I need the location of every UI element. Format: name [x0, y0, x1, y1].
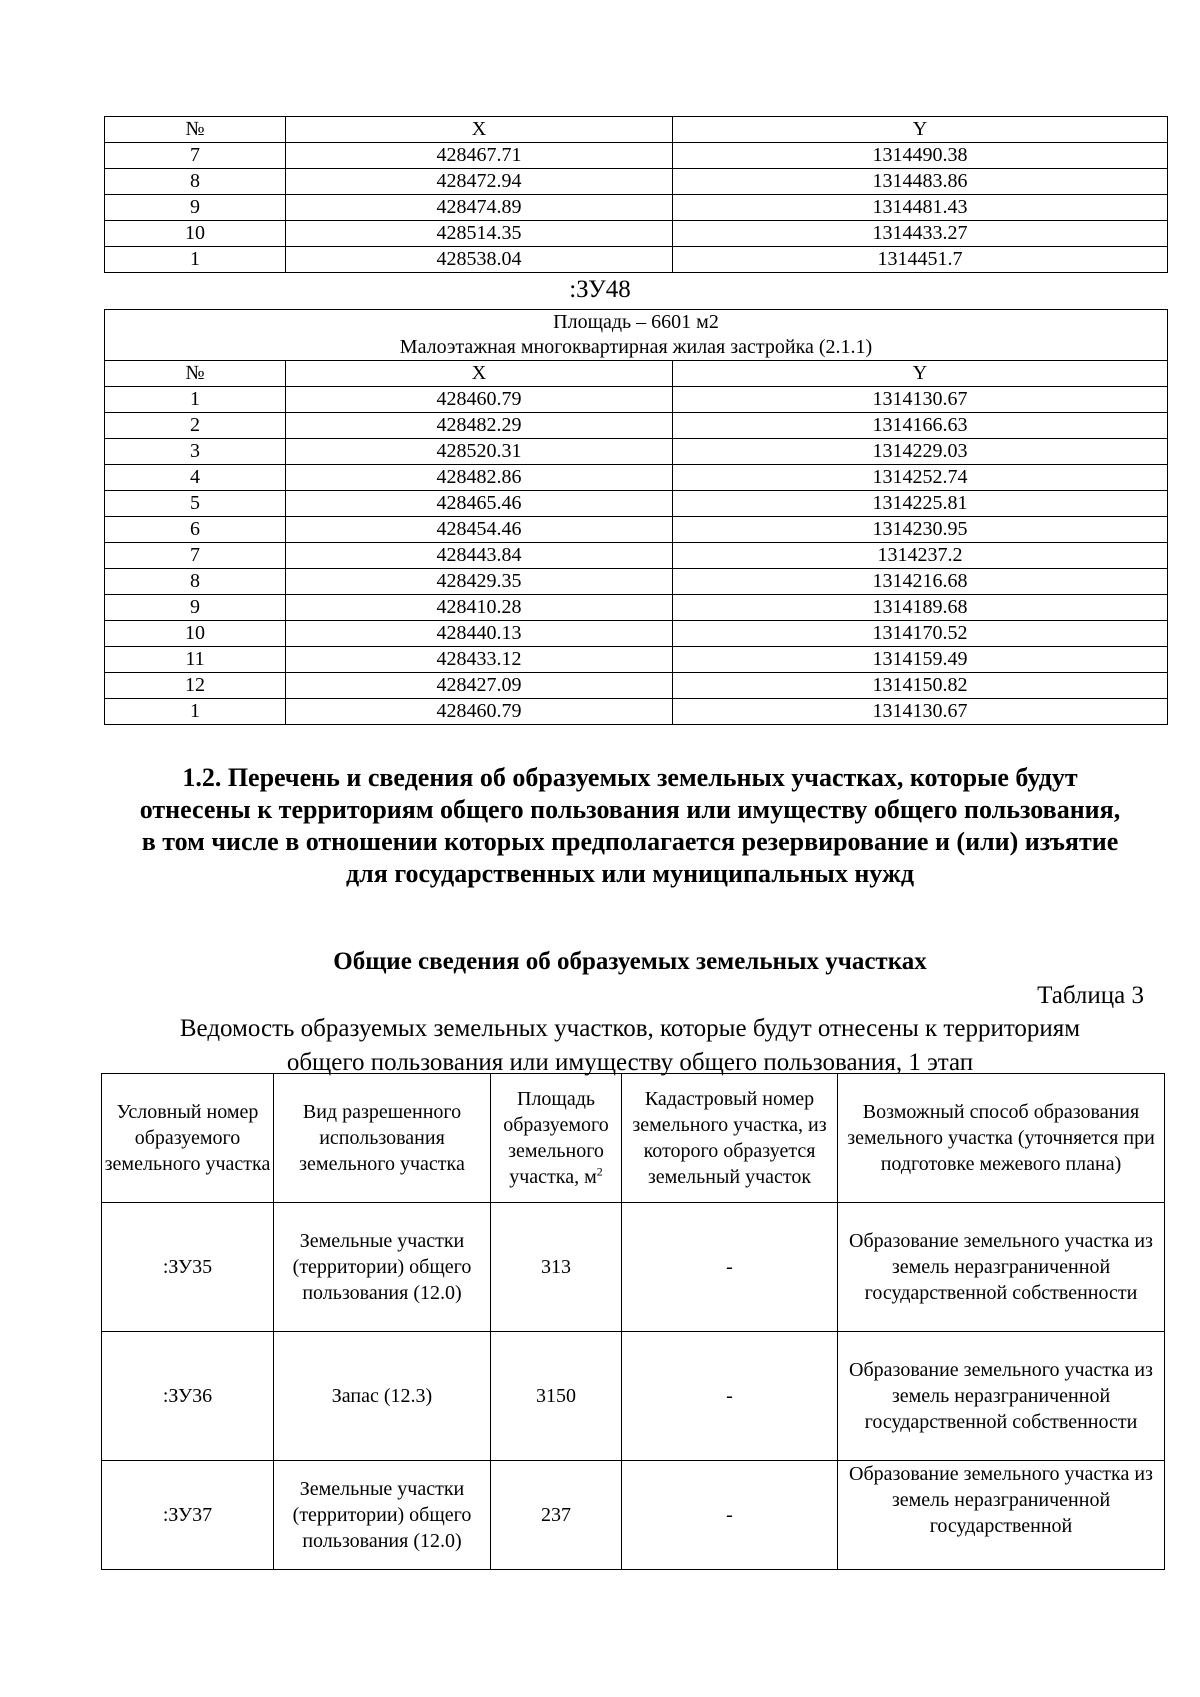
y-value: 1314230.95	[673, 517, 1168, 543]
point-number: 8	[105, 169, 286, 195]
x-value: 428440.13	[286, 621, 673, 647]
parcel-number: :ЗУ37	[102, 1461, 274, 1570]
table-row	[105, 621, 1168, 647]
table-header-row	[102, 1074, 1165, 1203]
point-number: 12	[105, 673, 286, 699]
col-header-y: Y	[673, 117, 1168, 143]
y-value: 1314130.67	[673, 387, 1168, 413]
table-row	[105, 595, 1168, 621]
y-value: 1314170.52	[673, 621, 1168, 647]
x-value: 428443.84	[286, 543, 673, 569]
col-header-formation-method: Возможный способ образования земельного участка (уточняется при подготовке межевого плана)	[838, 1074, 1165, 1203]
table-row	[105, 647, 1168, 673]
col-header-parcel-number: Условный номер образуемого земельного участка	[102, 1074, 274, 1203]
col-header-y: Y	[673, 361, 1168, 387]
table-row	[105, 143, 1168, 169]
table-row	[105, 413, 1168, 439]
table-caption: Ведомость образуемых земельных участков, которые будут отнесены к территориям общего пользования или имуществу общего пользования, 1 этап	[179, 1015, 1081, 1076]
x-value: 428482.29	[286, 413, 673, 439]
table-row	[105, 221, 1168, 247]
col-header-cadastral-number: Кадастровый номер земельного участка, из которого образуется земельный участок	[622, 1074, 838, 1203]
parcel-area: 237	[491, 1461, 622, 1570]
parcel-number: :ЗУ36	[102, 1332, 274, 1461]
point-number: 9	[105, 195, 286, 221]
parcel-permitted-use: Малоэтажная многоквартирная жилая застройка (2.1.1)	[105, 335, 1168, 361]
table-row	[105, 543, 1168, 569]
col-header-x: X	[286, 361, 673, 387]
y-value: 1314159.49	[673, 647, 1168, 673]
x-value: 428538.04	[286, 247, 673, 273]
y-value: 1314483.86	[673, 169, 1168, 195]
y-value: 1314433.27	[673, 221, 1168, 247]
y-value: 1314225.81	[673, 491, 1168, 517]
x-value: 428429.35	[286, 569, 673, 595]
point-number: 7	[105, 543, 286, 569]
point-number: 5	[105, 491, 286, 517]
table-row	[105, 569, 1168, 595]
parcel-area: 3150	[491, 1332, 622, 1461]
cadastral-number: -	[622, 1332, 838, 1461]
col-header-area-text: Площадь образуемого земельного участка, м	[503, 1088, 609, 1188]
table-number-label: Таблица 3	[1037, 982, 1144, 1009]
parcel-use-row	[105, 335, 1168, 361]
point-number: 3	[105, 439, 286, 465]
x-value: 428472.94	[286, 169, 673, 195]
x-value: 428460.79	[286, 699, 673, 725]
y-value: 1314130.67	[673, 699, 1168, 725]
permitted-use: Земельные участки (территории) общего пользования (12.0)	[274, 1461, 491, 1570]
table-row	[102, 1203, 1165, 1332]
permitted-use: Запас (12.3)	[274, 1332, 491, 1461]
parcel-number: :ЗУ35	[102, 1203, 274, 1332]
formation-method: Образование земельного участка из земель неразграниченной государственной собственности	[838, 1203, 1165, 1332]
table-row	[105, 699, 1168, 725]
formation-method: Образование земельного участка из земель неразграниченной государственной	[838, 1461, 1165, 1570]
parcel-area-row	[105, 310, 1168, 336]
area-unit-superscript: 2	[596, 1164, 603, 1179]
y-value: 1314189.68	[673, 595, 1168, 621]
subheading: Общие сведения об образуемых земельных участках	[333, 948, 927, 975]
table-header-row	[105, 361, 1168, 387]
coordinates-table-continued	[104, 116, 1168, 273]
x-value: 428433.12	[286, 647, 673, 673]
y-value: 1314252.74	[673, 465, 1168, 491]
y-value: 1314166.63	[673, 413, 1168, 439]
table-row	[102, 1332, 1165, 1461]
table-row	[105, 195, 1168, 221]
x-value: 428467.71	[286, 143, 673, 169]
cadastral-number: -	[622, 1461, 838, 1570]
permitted-use: Земельные участки (территории) общего пользования (12.0)	[274, 1203, 491, 1332]
point-number: 9	[105, 595, 286, 621]
table-row	[102, 1461, 1165, 1570]
point-number: 6	[105, 517, 286, 543]
x-value: 428520.31	[286, 439, 673, 465]
x-value: 428482.86	[286, 465, 673, 491]
y-value: 1314451.7	[673, 247, 1168, 273]
y-value: 1314481.43	[673, 195, 1168, 221]
y-value: 1314237.2	[673, 543, 1168, 569]
point-number: 10	[105, 621, 286, 647]
cadastral-number: -	[622, 1203, 838, 1332]
table-row	[105, 169, 1168, 195]
y-value: 1314490.38	[673, 143, 1168, 169]
parcel-area: 313	[491, 1203, 622, 1332]
y-value: 1314229.03	[673, 439, 1168, 465]
col-header-area	[491, 1074, 622, 1203]
table-header-row	[105, 117, 1168, 143]
point-number: 1	[105, 699, 286, 725]
table-row	[105, 387, 1168, 413]
x-value: 428410.28	[286, 595, 673, 621]
x-value: 428465.46	[286, 491, 673, 517]
point-number: 10	[105, 221, 286, 247]
table-row	[105, 673, 1168, 699]
table-row	[105, 247, 1168, 273]
x-value: 428474.89	[286, 195, 673, 221]
parcels-register-table	[101, 1073, 1165, 1570]
formation-method: Образование земельного участка из земель неразграниченной государственной собственности	[838, 1332, 1165, 1461]
x-value: 428514.35	[286, 221, 673, 247]
x-value: 428427.09	[286, 673, 673, 699]
x-value: 428460.79	[286, 387, 673, 413]
col-header-number: №	[105, 361, 286, 387]
table-row	[105, 439, 1168, 465]
point-number: 7	[105, 143, 286, 169]
table-row	[105, 465, 1168, 491]
x-value: 428454.46	[286, 517, 673, 543]
table-row	[105, 517, 1168, 543]
table-row	[105, 491, 1168, 517]
point-number: 8	[105, 569, 286, 595]
point-number: 1	[105, 247, 286, 273]
parcel-label-zu48: :ЗУ48	[569, 276, 631, 303]
col-header-x: X	[286, 117, 673, 143]
parcel-area: Площадь – 6601 м2	[105, 310, 1168, 336]
point-number: 11	[105, 647, 286, 673]
col-header-permitted-use: Вид разрешенного использования земельного участка	[274, 1074, 491, 1203]
point-number: 1	[105, 387, 286, 413]
y-value: 1314216.68	[673, 569, 1168, 595]
coordinates-table-zu48	[104, 309, 1168, 725]
section-heading: 1.2. Перечень и сведения об образуемых земельных участках, которые будут отнесены к территориям общего пользования или имуществу общего пользования, в том числе в отношении которых предполагается резервирование и (или) изъятие для государственных или муниципальных нужд	[139, 763, 1121, 888]
y-value: 1314150.82	[673, 673, 1168, 699]
point-number: 4	[105, 465, 286, 491]
col-header-number: №	[105, 117, 286, 143]
point-number: 2	[105, 413, 286, 439]
